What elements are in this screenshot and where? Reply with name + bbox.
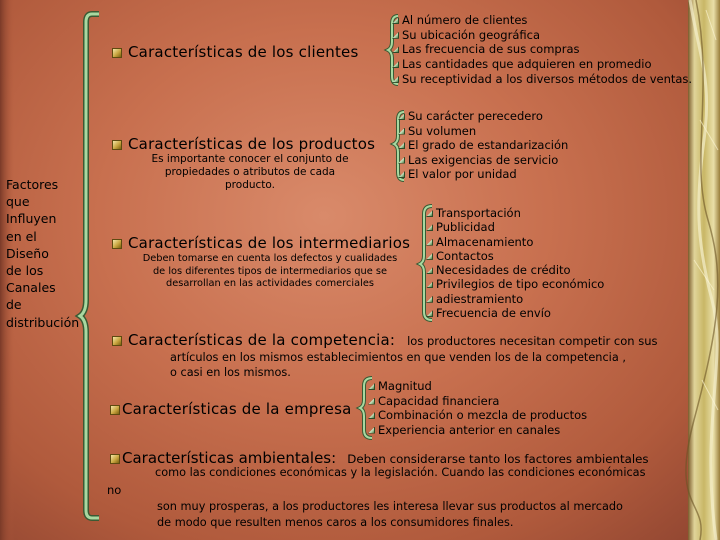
list-item: El valor por unidad bbox=[398, 167, 568, 182]
productos-note: Es importante conocer el conjunto de propiedades o atributos de cada producto. bbox=[151, 153, 349, 191]
productos-list bbox=[398, 109, 568, 182]
left-label-line: de bbox=[6, 297, 22, 313]
clientes-heading bbox=[112, 43, 359, 61]
ambientales-text-end: son muy prosperas, a los productores les interesa llevar sus productos al mercado de modo que resulten menos caros a los consumidores finales. bbox=[157, 500, 623, 529]
left-label-line: Diseño bbox=[6, 245, 49, 261]
arrow-bullet-icon bbox=[398, 128, 405, 135]
square-bullet-icon bbox=[110, 405, 120, 415]
ambientales-heading bbox=[110, 448, 649, 467]
arrow-bullet-icon bbox=[398, 157, 405, 164]
square-bullet-icon bbox=[112, 140, 122, 150]
productos-title: Características de los productos bbox=[128, 135, 376, 153]
square-bullet-icon bbox=[110, 454, 120, 464]
left-label-line: Influyen bbox=[6, 211, 57, 227]
list-item: Las exigencias de servicio bbox=[398, 153, 568, 168]
list-item: Frecuencia de envío bbox=[426, 306, 604, 320]
left-label bbox=[6, 176, 86, 331]
list-item: Privilegios de tipo económico bbox=[426, 277, 604, 291]
left-label-line: que bbox=[6, 194, 30, 210]
arrow-bullet-icon bbox=[426, 296, 433, 303]
arrow-bullet-icon bbox=[368, 398, 375, 405]
competencia-heading bbox=[112, 331, 658, 349]
competencia-text: artículos en los mismos establecimientos en que venden los de la competencia , o casi en los mismos. bbox=[170, 351, 626, 379]
arrow-bullet-icon bbox=[398, 142, 405, 149]
productos-heading bbox=[112, 135, 375, 153]
list-item: Transportación bbox=[426, 206, 604, 220]
arrow-bullet-icon bbox=[426, 210, 433, 217]
arrow-bullet-icon bbox=[398, 171, 405, 178]
list-item: Las frecuencia de sus compras bbox=[392, 42, 692, 57]
list-item: Su carácter perecedero bbox=[398, 109, 568, 124]
list-item: Capacidad financiera bbox=[368, 394, 587, 409]
arrow-bullet-icon bbox=[426, 239, 433, 246]
list-item: Al número de clientes bbox=[392, 13, 692, 28]
list-item: adiestramiento bbox=[426, 292, 604, 306]
intermediarios-list bbox=[426, 206, 604, 320]
competencia-title: Características de la competencia: bbox=[128, 331, 396, 349]
intermediarios-heading bbox=[112, 234, 410, 252]
arrow-bullet-icon bbox=[426, 267, 433, 274]
left-label-line: en el bbox=[6, 228, 37, 244]
list-item: Su receptividad a los diversos métodos de ventas. bbox=[392, 72, 692, 87]
arrow-bullet-icon bbox=[426, 224, 433, 231]
arrow-bullet-icon bbox=[368, 427, 375, 434]
intermediarios-title: Características de los intermediarios bbox=[128, 234, 411, 252]
intermediarios-note: Deben tomarse en cuenta los defectos y cualidades de los diferentes tipos de intermediarios que se desarrollan en las actividades comerciales bbox=[142, 253, 398, 289]
ambientales-stray-text: no bbox=[107, 483, 122, 497]
list-item: Experiencia anterior en canales bbox=[368, 423, 587, 438]
list-item: Su volumen bbox=[398, 124, 568, 139]
clientes-list bbox=[392, 13, 692, 87]
list-item: Publicidad bbox=[426, 220, 604, 234]
left-label-line: Canales bbox=[6, 280, 56, 296]
competencia-text-first: los productores necesitan competir con sus bbox=[407, 334, 658, 348]
arrow-bullet-icon bbox=[392, 46, 399, 53]
list-item: El grado de estandarización bbox=[398, 138, 568, 153]
arrow-bullet-icon bbox=[426, 310, 433, 317]
arrow-bullet-icon bbox=[368, 383, 375, 390]
arrow-bullet-icon bbox=[368, 412, 375, 419]
square-bullet-icon bbox=[112, 48, 122, 58]
left-label-line: Factores bbox=[6, 177, 59, 192]
arrow-bullet-icon bbox=[426, 253, 433, 260]
left-label-line: de los bbox=[6, 263, 44, 279]
left-label-line: distribución bbox=[6, 314, 80, 330]
clientes-title: Características de los clientes bbox=[128, 43, 359, 61]
ambientales-title: Características ambientales: bbox=[122, 449, 337, 467]
list-item: Necesidades de crédito bbox=[426, 263, 604, 277]
list-item: Contactos bbox=[426, 249, 604, 263]
arrow-bullet-icon bbox=[398, 113, 405, 120]
list-item: Su ubicación geográfica bbox=[392, 28, 692, 43]
arrow-bullet-icon bbox=[392, 32, 399, 39]
ambientales-text-first: Deben considerarse tanto los factores ambientales bbox=[347, 452, 649, 466]
empresa-list bbox=[368, 379, 587, 437]
empresa-title: Características de la empresa bbox=[122, 400, 352, 418]
empresa-heading bbox=[110, 400, 351, 418]
square-bullet-icon bbox=[112, 239, 122, 249]
arrow-bullet-icon bbox=[392, 17, 399, 24]
list-item: Las cantidades que adquieren en promedio bbox=[392, 57, 692, 72]
square-bullet-icon bbox=[112, 336, 122, 346]
list-item: Almacenamiento bbox=[426, 235, 604, 249]
arrow-bullet-icon bbox=[392, 61, 399, 68]
arrow-bullet-icon bbox=[392, 76, 399, 83]
list-item: Magnitud bbox=[368, 379, 587, 394]
ambientales-text-line2: como las condiciones económicas y la legislación. Cuando las condiciones económicas bbox=[155, 466, 646, 479]
list-item: Combinación o mezcla de productos bbox=[368, 408, 587, 423]
arrow-bullet-icon bbox=[426, 281, 433, 288]
